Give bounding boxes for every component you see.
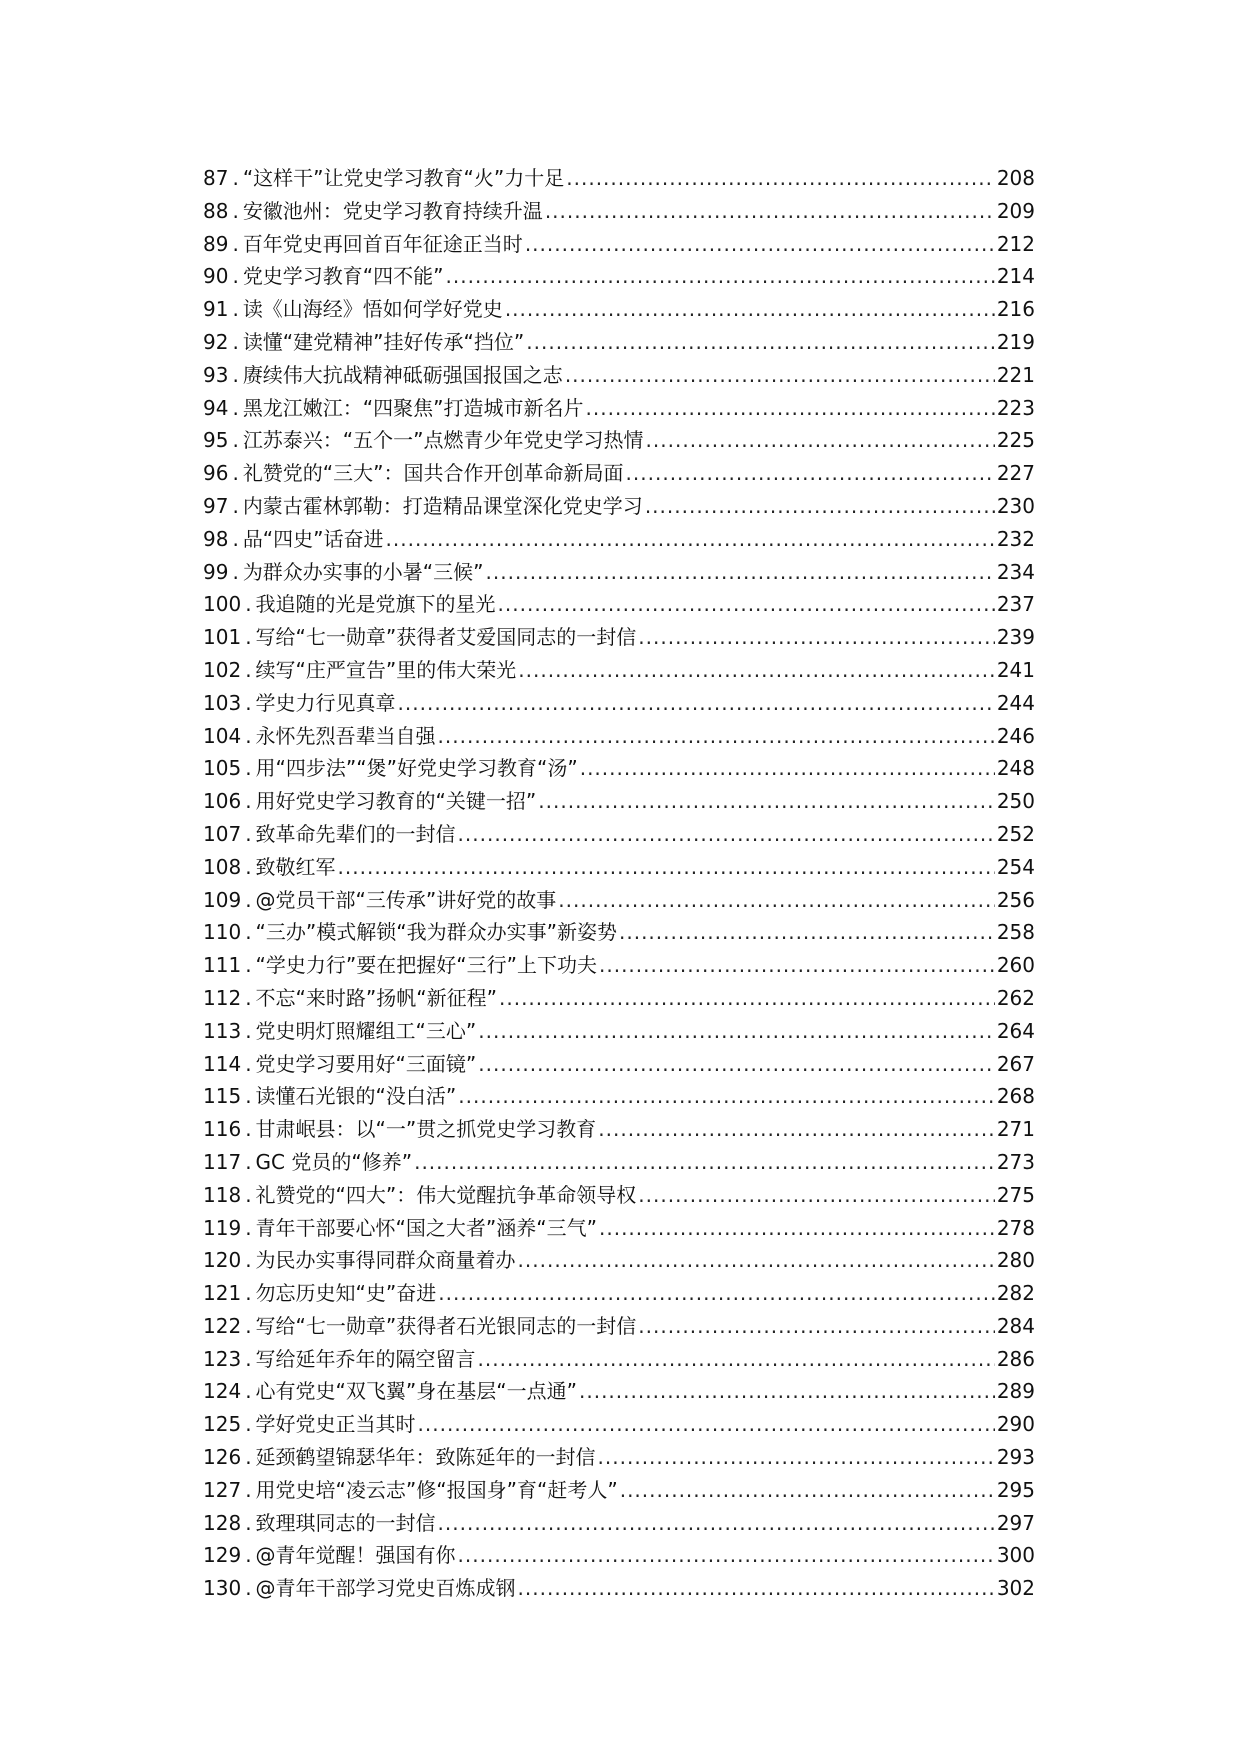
- entry-page-number: 244: [996, 690, 1035, 715]
- entry-page-number: 209: [996, 198, 1035, 223]
- entry-number: 111: [203, 953, 242, 978]
- dot-leader: [499, 982, 995, 1015]
- entry-title[interactable]: 读懂“建党精神”挂好传承“挡位”: [242, 329, 525, 354]
- entry-title[interactable]: 为民办实事得同群众商量着办: [255, 1248, 516, 1273]
- entry-page-number: 212: [996, 231, 1035, 256]
- toc-entry[interactable]: [203, 1507, 1035, 1540]
- entry-separator: .: [245, 887, 252, 912]
- entry-page-number: 252: [996, 821, 1035, 846]
- dot-leader: [505, 293, 995, 326]
- entry-page-number: 219: [996, 329, 1035, 354]
- entry-page-number: 268: [996, 1084, 1035, 1109]
- entry-title[interactable]: 我追随的光是党旗下的星光: [255, 592, 496, 617]
- entry-page-number: 284: [996, 1313, 1035, 1338]
- entry-page-number: 273: [996, 1149, 1035, 1174]
- entry-separator: .: [232, 461, 239, 486]
- entry-number: 108: [203, 854, 242, 879]
- entry-title[interactable]: @青年干部学习党史百炼成钢: [255, 1576, 516, 1601]
- dot-leader: [478, 1343, 995, 1376]
- entry-number: 102: [203, 657, 242, 682]
- entry-separator: .: [245, 657, 252, 682]
- entry-number: 126: [203, 1445, 242, 1470]
- dot-leader: [598, 1113, 995, 1146]
- entry-title[interactable]: @党员干部“三传承”讲好党的故事: [255, 887, 557, 912]
- dot-leader: [620, 1474, 995, 1507]
- toc-entry[interactable]: [203, 818, 1035, 851]
- entry-title[interactable]: 永怀先烈吾辈当自强: [255, 723, 436, 748]
- entry-page-number: 248: [996, 756, 1035, 781]
- entry-number: 91: [203, 297, 229, 322]
- toc-entry[interactable]: [203, 1277, 1035, 1310]
- entry-number: 103: [203, 690, 242, 715]
- entry-separator: .: [245, 1084, 252, 1109]
- entry-page-number: 254: [996, 854, 1035, 879]
- entry-separator: .: [232, 198, 239, 223]
- entry-number: 123: [203, 1346, 242, 1371]
- entry-number: 124: [203, 1379, 242, 1404]
- entry-title[interactable]: 百年党史再回首百年征途正当时: [242, 231, 523, 256]
- entry-number: 116: [203, 1117, 242, 1142]
- entry-separator: .: [245, 1313, 252, 1338]
- entry-number: 122: [203, 1313, 242, 1338]
- entry-page-number: 275: [996, 1182, 1035, 1207]
- entry-separator: .: [245, 1477, 252, 1502]
- dot-leader: [586, 392, 995, 425]
- entry-separator: .: [232, 395, 239, 420]
- dot-leader: [558, 884, 995, 917]
- entry-title[interactable]: 党史明灯照耀组工“三心”: [255, 1018, 477, 1043]
- entry-title[interactable]: @青年觉醒！强国有你: [255, 1543, 456, 1568]
- entry-separator: .: [245, 821, 252, 846]
- entry-number: 120: [203, 1248, 242, 1273]
- dot-leader: [525, 228, 995, 261]
- entry-separator: .: [245, 1281, 252, 1306]
- entry-number: 109: [203, 887, 242, 912]
- toc-entry[interactable]: [203, 1244, 1035, 1277]
- entry-number: 89: [203, 231, 229, 256]
- dot-leader: [458, 1539, 995, 1572]
- entry-title[interactable]: “三办”模式解锁“我为群众办实事”新姿势: [255, 920, 617, 945]
- toc-entry[interactable]: [203, 654, 1035, 687]
- dot-leader: [486, 556, 995, 589]
- toc-entry[interactable]: [203, 1146, 1035, 1179]
- entry-title[interactable]: 致敬红军: [255, 854, 336, 879]
- entry-page-number: 232: [996, 526, 1035, 551]
- entry-title[interactable]: 党史学习教育“四不能”: [242, 264, 444, 289]
- entry-number: 121: [203, 1281, 242, 1306]
- dot-leader: [565, 359, 995, 392]
- entry-number: 130: [203, 1576, 242, 1601]
- dot-leader: [619, 916, 995, 949]
- toc-entry[interactable]: [203, 1212, 1035, 1245]
- dot-leader: [438, 720, 995, 753]
- dot-leader: [599, 949, 995, 982]
- dot-leader: [598, 1441, 995, 1474]
- entry-separator: .: [232, 428, 239, 453]
- toc-entry[interactable]: [203, 720, 1035, 753]
- toc-entry[interactable]: [203, 293, 1035, 326]
- entry-page-number: 290: [996, 1412, 1035, 1437]
- entry-title[interactable]: 延颈鹤望锦瑟华年：致陈延年的一封信: [255, 1445, 596, 1470]
- entry-separator: .: [232, 264, 239, 289]
- entry-separator: .: [245, 854, 252, 879]
- dot-leader: [599, 1212, 995, 1245]
- toc-entry[interactable]: [203, 326, 1035, 359]
- entry-page-number: 230: [996, 493, 1035, 518]
- dot-leader: [545, 195, 995, 228]
- entry-title[interactable]: 心有党史“双飞翼”身在基层“一点通”: [255, 1379, 577, 1404]
- toc-entry[interactable]: [203, 1375, 1035, 1408]
- entry-title[interactable]: 内蒙古霍林郭勒：打造精品课堂深化党史学习: [242, 493, 643, 518]
- entry-page-number: 260: [996, 953, 1035, 978]
- toc-entry[interactable]: [203, 687, 1035, 720]
- dot-leader: [645, 490, 995, 523]
- toc-entry[interactable]: [203, 785, 1035, 818]
- entry-number: 127: [203, 1477, 242, 1502]
- dot-leader: [438, 1277, 995, 1310]
- entry-title[interactable]: 江苏泰兴：“五个一”点燃青少年党史学习热情: [242, 428, 644, 453]
- entry-number: 104: [203, 723, 242, 748]
- dot-leader: [414, 1146, 995, 1179]
- entry-number: 125: [203, 1412, 242, 1437]
- entry-page-number: 278: [996, 1215, 1035, 1240]
- entry-title[interactable]: 致理琪同志的一封信: [255, 1510, 436, 1535]
- entry-title[interactable]: 为群众办实事的小暑“三候”: [242, 559, 484, 584]
- entry-page-number: 225: [996, 428, 1035, 453]
- entry-page-number: 297: [996, 1510, 1035, 1535]
- entry-page-number: 246: [996, 723, 1035, 748]
- entry-number: 117: [203, 1149, 242, 1174]
- entry-number: 114: [203, 1051, 242, 1076]
- entry-number: 94: [203, 395, 229, 420]
- dot-leader: [386, 523, 995, 556]
- entry-title[interactable]: 用“四步法”“煲”好党史学习教育“汤”: [255, 756, 578, 781]
- entry-separator: .: [245, 1445, 252, 1470]
- entry-title[interactable]: 勿忘历史知“史”奋进: [255, 1281, 437, 1306]
- entry-number: 92: [203, 329, 229, 354]
- entry-title[interactable]: 黑龙江嫩江：“四聚焦”打造城市新名片: [242, 395, 584, 420]
- dot-leader: [518, 1572, 995, 1605]
- entry-number: 96: [203, 461, 229, 486]
- entry-separator: .: [232, 329, 239, 354]
- entry-number: 98: [203, 526, 229, 551]
- entry-separator: .: [245, 1543, 252, 1568]
- entry-page-number: 258: [996, 920, 1035, 945]
- toc-entry[interactable]: [203, 1015, 1035, 1048]
- entry-number: 113: [203, 1018, 242, 1043]
- entry-title[interactable]: “学史力行”要在把握好“三行”上下功夫: [255, 953, 597, 978]
- entry-title[interactable]: 学史力行见真章: [255, 690, 396, 715]
- entry-title[interactable]: “这样干”让党史学习教育“火”力十足: [242, 166, 565, 190]
- entry-title[interactable]: 党史学习要用好“三面镜”: [255, 1051, 477, 1076]
- dot-leader: [638, 1310, 995, 1343]
- entry-separator: .: [245, 723, 252, 748]
- entry-page-number: 256: [996, 887, 1035, 912]
- entry-number: 88: [203, 198, 229, 223]
- entry-number: 93: [203, 362, 229, 387]
- dot-leader: [566, 162, 995, 195]
- entry-number: 119: [203, 1215, 242, 1240]
- toc-entry[interactable]: [203, 1408, 1035, 1441]
- dot-leader: [418, 1408, 995, 1441]
- entry-page-number: 280: [996, 1248, 1035, 1273]
- entry-page-number: 208: [996, 166, 1035, 190]
- toc-entry[interactable]: [203, 523, 1035, 556]
- entry-page-number: 221: [996, 362, 1035, 387]
- toc-entry[interactable]: [203, 916, 1035, 949]
- entry-separator: .: [245, 592, 252, 617]
- entry-number: 100: [203, 592, 242, 617]
- entry-title[interactable]: 续写“庄严宣告”里的伟大荣光: [255, 657, 517, 682]
- entry-separator: .: [245, 1346, 252, 1371]
- toc-entry[interactable]: [203, 1441, 1035, 1474]
- entry-title[interactable]: 学好党史正当其时: [255, 1412, 416, 1437]
- dot-leader: [638, 1179, 995, 1212]
- entry-page-number: 237: [996, 592, 1035, 617]
- entry-number: 105: [203, 756, 242, 781]
- toc-entry[interactable]: [203, 424, 1035, 457]
- entry-number: 118: [203, 1182, 242, 1207]
- toc-entry[interactable]: [203, 621, 1035, 654]
- toc-entry[interactable]: [203, 851, 1035, 884]
- entry-separator: .: [232, 362, 239, 387]
- toc-entry[interactable]: [203, 1343, 1035, 1376]
- entry-page-number: 295: [996, 1477, 1035, 1502]
- dot-leader: [398, 687, 995, 720]
- toc-entry[interactable]: [203, 490, 1035, 523]
- entry-separator: .: [245, 690, 252, 715]
- dot-leader: [646, 424, 995, 457]
- dot-leader: [580, 752, 995, 785]
- entry-separator: .: [245, 1215, 252, 1240]
- entry-separator: .: [232, 559, 239, 584]
- entry-number: 110: [203, 920, 242, 945]
- entry-separator: .: [232, 297, 239, 322]
- entry-separator: .: [245, 1379, 252, 1404]
- entry-number: 115: [203, 1084, 242, 1109]
- entry-separator: .: [245, 1248, 252, 1273]
- toc-entry[interactable]: [203, 949, 1035, 982]
- entry-title[interactable]: 写给“七一勋章”获得者艾爱国同志的一封信: [255, 625, 637, 650]
- dot-leader: [338, 851, 995, 884]
- dot-leader: [538, 785, 995, 818]
- entry-separator: .: [245, 789, 252, 814]
- entry-number: 128: [203, 1510, 242, 1535]
- entry-separator: .: [245, 1510, 252, 1535]
- entry-separator: .: [245, 625, 252, 650]
- toc-entry[interactable]: [203, 260, 1035, 293]
- toc-entry[interactable]: [203, 884, 1035, 917]
- entry-title[interactable]: 青年干部要心怀“国之大者”涵养“三气”: [255, 1215, 597, 1240]
- dot-leader: [638, 621, 995, 654]
- entry-page-number: 223: [996, 395, 1035, 420]
- entry-page-number: 227: [996, 461, 1035, 486]
- entry-number: 112: [203, 985, 242, 1010]
- toc-entry[interactable]: [203, 1080, 1035, 1113]
- dot-leader: [478, 1048, 995, 1081]
- entry-number: 97: [203, 493, 229, 518]
- entry-title[interactable]: 不忘“来时路”扬帆“新征程”: [255, 985, 497, 1010]
- toc-entry[interactable]: [203, 588, 1035, 621]
- entry-page-number: 302: [996, 1576, 1035, 1601]
- entry-title[interactable]: 写给延年乔年的隔空留言: [255, 1346, 476, 1371]
- entry-number: 129: [203, 1543, 242, 1568]
- entry-number: 101: [203, 625, 242, 650]
- entry-number: 90: [203, 264, 229, 289]
- entry-page-number: 264: [996, 1018, 1035, 1043]
- toc-entry[interactable]: [203, 392, 1035, 425]
- dot-leader: [498, 588, 995, 621]
- entry-title[interactable]: GC 党员的“修养”: [255, 1149, 413, 1174]
- toc-entry[interactable]: [203, 195, 1035, 228]
- entry-title[interactable]: 赓续伟大抗战精神砥砺强国报国之志: [242, 362, 563, 387]
- entry-number: 99: [203, 559, 229, 584]
- entry-number: 107: [203, 821, 242, 846]
- toc-entry[interactable]: [203, 359, 1035, 392]
- dot-leader: [458, 1080, 995, 1113]
- dot-leader: [438, 1507, 995, 1540]
- dot-leader: [626, 457, 995, 490]
- entry-title[interactable]: 安徽池州：党史学习教育持续升温: [242, 198, 543, 223]
- entry-separator: .: [245, 1149, 252, 1174]
- entry-page-number: 282: [996, 1281, 1035, 1306]
- entry-page-number: 267: [996, 1051, 1035, 1076]
- entry-separator: .: [232, 166, 239, 190]
- entry-separator: .: [245, 953, 252, 978]
- entry-number: 106: [203, 789, 242, 814]
- toc-entry[interactable]: [203, 1179, 1035, 1212]
- entry-page-number: 262: [996, 985, 1035, 1010]
- dot-leader: [478, 1015, 995, 1048]
- entry-separator: .: [232, 526, 239, 551]
- entry-title[interactable]: 礼赞党的“三大”：国共合作开创革命新局面: [242, 461, 624, 486]
- entry-separator: .: [232, 231, 239, 256]
- toc-entry[interactable]: [203, 457, 1035, 490]
- toc-entry[interactable]: [203, 1048, 1035, 1081]
- dot-leader: [579, 1375, 995, 1408]
- entry-page-number: 293: [996, 1445, 1035, 1470]
- entry-page-number: 250: [996, 789, 1035, 814]
- toc-entry[interactable]: [203, 1572, 1035, 1605]
- toc-entry[interactable]: [203, 1474, 1035, 1507]
- dot-leader: [458, 818, 995, 851]
- entry-separator: .: [245, 985, 252, 1010]
- toc-entry[interactable]: [203, 228, 1035, 261]
- entry-page-number: 234: [996, 559, 1035, 584]
- entry-separator: .: [245, 1051, 252, 1076]
- entry-page-number: 239: [996, 625, 1035, 650]
- toc-entry[interactable]: [203, 982, 1035, 1015]
- toc-entry[interactable]: [203, 1113, 1035, 1146]
- entry-separator: .: [245, 920, 252, 945]
- dot-leader: [518, 1244, 995, 1277]
- dot-leader: [446, 260, 995, 293]
- entry-title[interactable]: 品“四史”话奋进: [242, 526, 384, 551]
- entry-page-number: 241: [996, 657, 1035, 682]
- entry-page-number: 289: [996, 1379, 1035, 1404]
- entry-separator: .: [245, 1576, 252, 1601]
- entry-title[interactable]: 读《山海经》悟如何学好党史: [242, 297, 503, 322]
- entry-separator: .: [245, 1182, 252, 1207]
- entry-title[interactable]: 读懂石光银的“没白活”: [255, 1084, 457, 1109]
- entry-page-number: 286: [996, 1346, 1035, 1371]
- entry-title[interactable]: 礼赞党的“四大”：伟大觉醒抗争革命领导权: [255, 1182, 637, 1207]
- entry-number: 87: [203, 166, 229, 190]
- toc-entry[interactable]: [203, 1539, 1035, 1572]
- entry-title[interactable]: 用党史培“凌云志”修“报国身”育“赶考人”: [255, 1477, 618, 1502]
- entry-page-number: 214: [996, 264, 1035, 289]
- toc-entry[interactable]: [203, 556, 1035, 589]
- entry-separator: .: [245, 756, 252, 781]
- toc-entry[interactable]: [203, 752, 1035, 785]
- entry-separator: .: [245, 1018, 252, 1043]
- entry-page-number: 300: [996, 1543, 1035, 1568]
- dot-leader: [526, 326, 995, 359]
- toc-entry[interactable]: [203, 162, 1035, 195]
- entry-title[interactable]: 用好党史学习教育的“关键一招”: [255, 789, 537, 814]
- entry-title[interactable]: 写给“七一勋章”获得者石光银同志的一封信: [255, 1313, 637, 1338]
- entry-number: 95: [203, 428, 229, 453]
- entry-title[interactable]: 甘肃岷县：以“一”贯之抓党史学习教育: [255, 1117, 597, 1142]
- entry-title[interactable]: 致革命先辈们的一封信: [255, 821, 456, 846]
- toc-entry[interactable]: [203, 1310, 1035, 1343]
- entry-separator: .: [245, 1117, 252, 1142]
- entry-page-number: 271: [996, 1117, 1035, 1142]
- entry-separator: .: [232, 493, 239, 518]
- table-of-contents: [203, 162, 1035, 1605]
- entry-page-number: 216: [996, 297, 1035, 322]
- dot-leader: [518, 654, 995, 687]
- entry-separator: .: [245, 1412, 252, 1437]
